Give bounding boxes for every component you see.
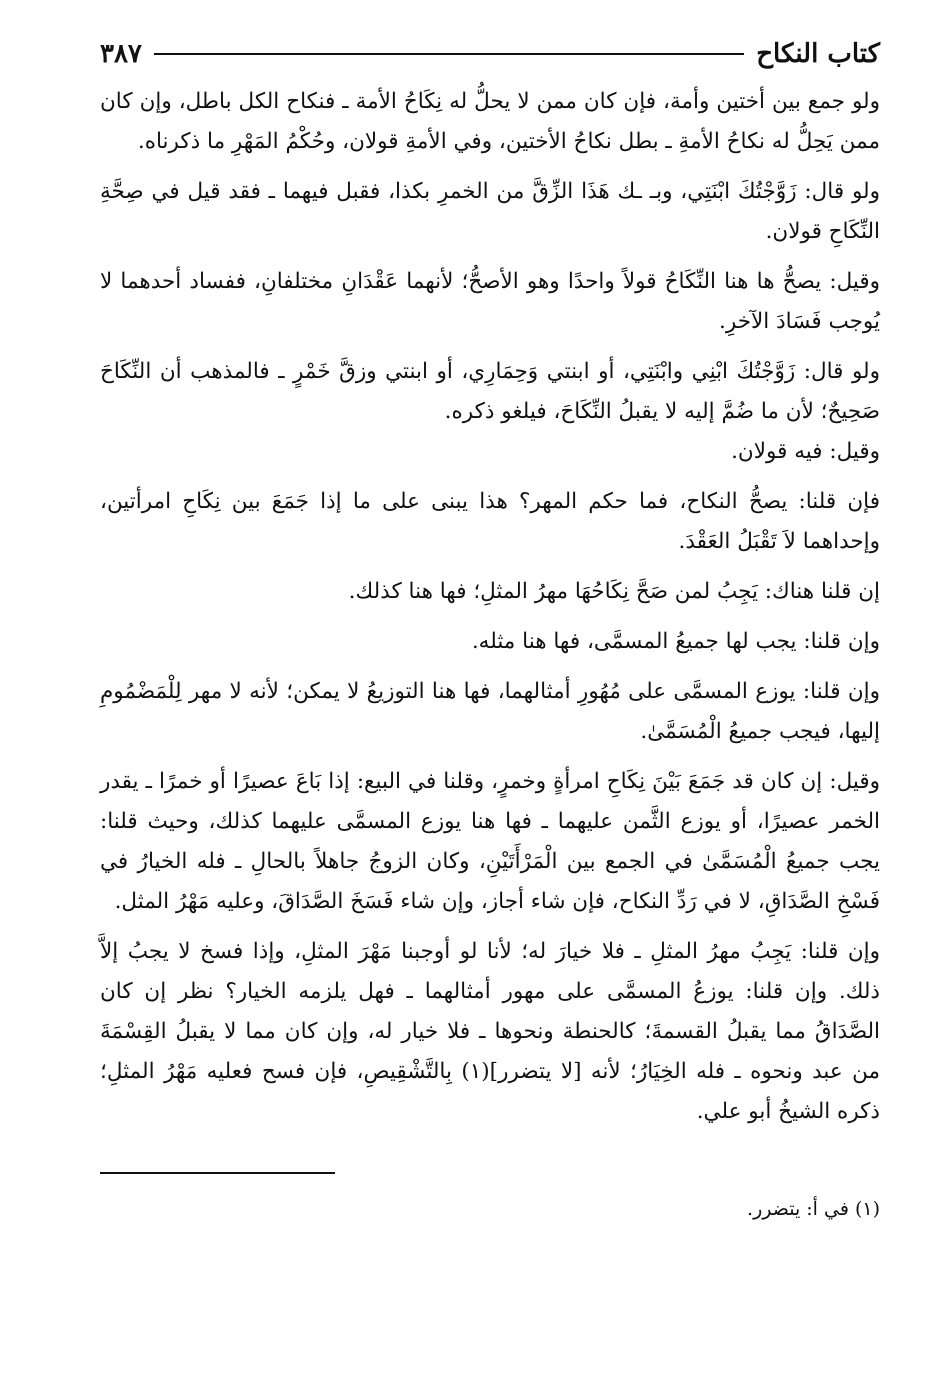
main-text xyxy=(100,82,880,1132)
paragraph: وإن قلنا: يوزع المسمَّى على مُهُورِ أمثالهما، فها هنا التوزيعُ لا يمكن؛ لأنه لا مهر لِلْمَضْمُومِ إليها، فيجب جميعُ الْمُسَمَّىٰ. xyxy=(100,679,880,744)
paragraph: وإن قلنا: يجب لها جميعُ المسمَّى، فها هنا مثله. xyxy=(471,629,880,654)
paragraph: ولو قال: زَوَّجْتُكَ ابْنَتِي، وبـ ـك هَذَا الزِّقَّ من الخمرِ بكذا، فقبل فيهما ـ فقد قيل في صِحَّةِ النِّكَاحِ قولان. xyxy=(100,179,880,244)
paragraph: ولو جمع بين أختين وأمة، فإن كان ممن لا يحلُّ له نِكَاحُ الأمة ـ فنكاح الكل باطل، وإن كان ممن يَحِلُّ له نكاحُ الأمةِ ـ بطل نكاحُ الأختين، وفي الأمةِ قولان، وحُكْمُ المَهْرِ ما ذكرناه. xyxy=(100,89,880,154)
footnote-area xyxy=(100,1198,880,1220)
footnote: (١) في أ: يتضرر. xyxy=(747,1198,880,1220)
page-number: ٣٨٧ xyxy=(100,39,142,69)
page-header xyxy=(100,28,880,80)
paragraph: وإن قلنا: يَجِبُ مهرُ المثلِ ـ فلا خيارَ له؛ لأنا لو أوجبنا مَهْرَ المثلِ، وإذا فسخ لا يجبُ إلاَّ ذلك. وإن قلنا: يوزعُ المسمَّى على مهور أمثالهما ـ فهل يلزمه الخيار؟ نظر إن كان الصَّدَاقُ مما يقبلُ القسمةَ؛ كالحنطة ونحوها ـ فلا خيار له، وإن كان مما لا يقبلُ القِسْمَةَ من عبد ونحوه ـ فله الخِيَارُ؛ لأنه [لا يتضرر](١) بِالتَّشْقِيصِ، فإن فسح فعليه مَهْرُ المثلِ؛ ذكره الشيخُ أبو علي. xyxy=(100,939,880,1124)
paragraph: وقيل: فيه قولان. xyxy=(731,439,880,464)
paragraph: ولو قال: زَوَّجْتُكَ ابْنِي وابْنَتِي، أو ابنتي وَحِمَارِي، أو ابنتي وزقَّ خَمْرٍ ـ فالمذهب أن النِّكَاحَ صَحِيحٌ؛ لأن ما ضُمَّ إليه لا يقبلُ النِّكَاحَ، فيلغو ذكره. xyxy=(100,359,880,424)
header-rule xyxy=(154,53,744,55)
footnote-rule xyxy=(100,1172,335,1174)
paragraph: فإن قلنا: يصحُّ النكاح، فما حكم المهر؟ هذا يبنى على ما إذا جَمَعَ بين نِكَاحِ امرأتين، وإحداهما لاَ تَقْبَلُ العَقْدَ. xyxy=(100,489,880,554)
paragraph: وقيل: يصحُّ ها هنا النِّكَاحُ قولاً واحدًا وهو الأصحُّ؛ لأنهما عَقْدَانِ مختلفانِ، ففساد أحدهما لا يُوجب فَسَادَ الآخرِ. xyxy=(100,269,880,334)
page xyxy=(100,28,880,1220)
paragraph: وقيل: إن كان قد جَمَعَ بَيْنَ نِكَاحِ امرأةٍ وخمرٍ، وقلنا في البيع: إذا بَاعَ عصيرًا أو خمرًا ـ يقدر الخمر عصيرًا، أو يوزع الثَّمن عليهما ـ فها هنا يوزع المسمَّى عليهما كذلك، وحيث قلنا: يجب جميعُ الْمُسَمَّىٰ في الجمع بين الْمَرْأَتَيْنِ، وكان الزوجُ جاهلاً بالحالِ ـ فله الخيارُ في فَسْخِ الصَّدَاقِ، لا في رَدِّ النكاح، فإن شاء أجاز، وإن شاء فَسَخَ الصَّدَاقَ، وعليه مَهْرُ المثل. xyxy=(100,769,880,914)
chapter-title: كتاب النكاح xyxy=(756,39,880,69)
paragraph: إن قلنا هناك: يَجِبُ لمن صَحَّ نِكَاحُهَا مهرُ المثلِ؛ فها هنا كذلك. xyxy=(348,579,880,604)
